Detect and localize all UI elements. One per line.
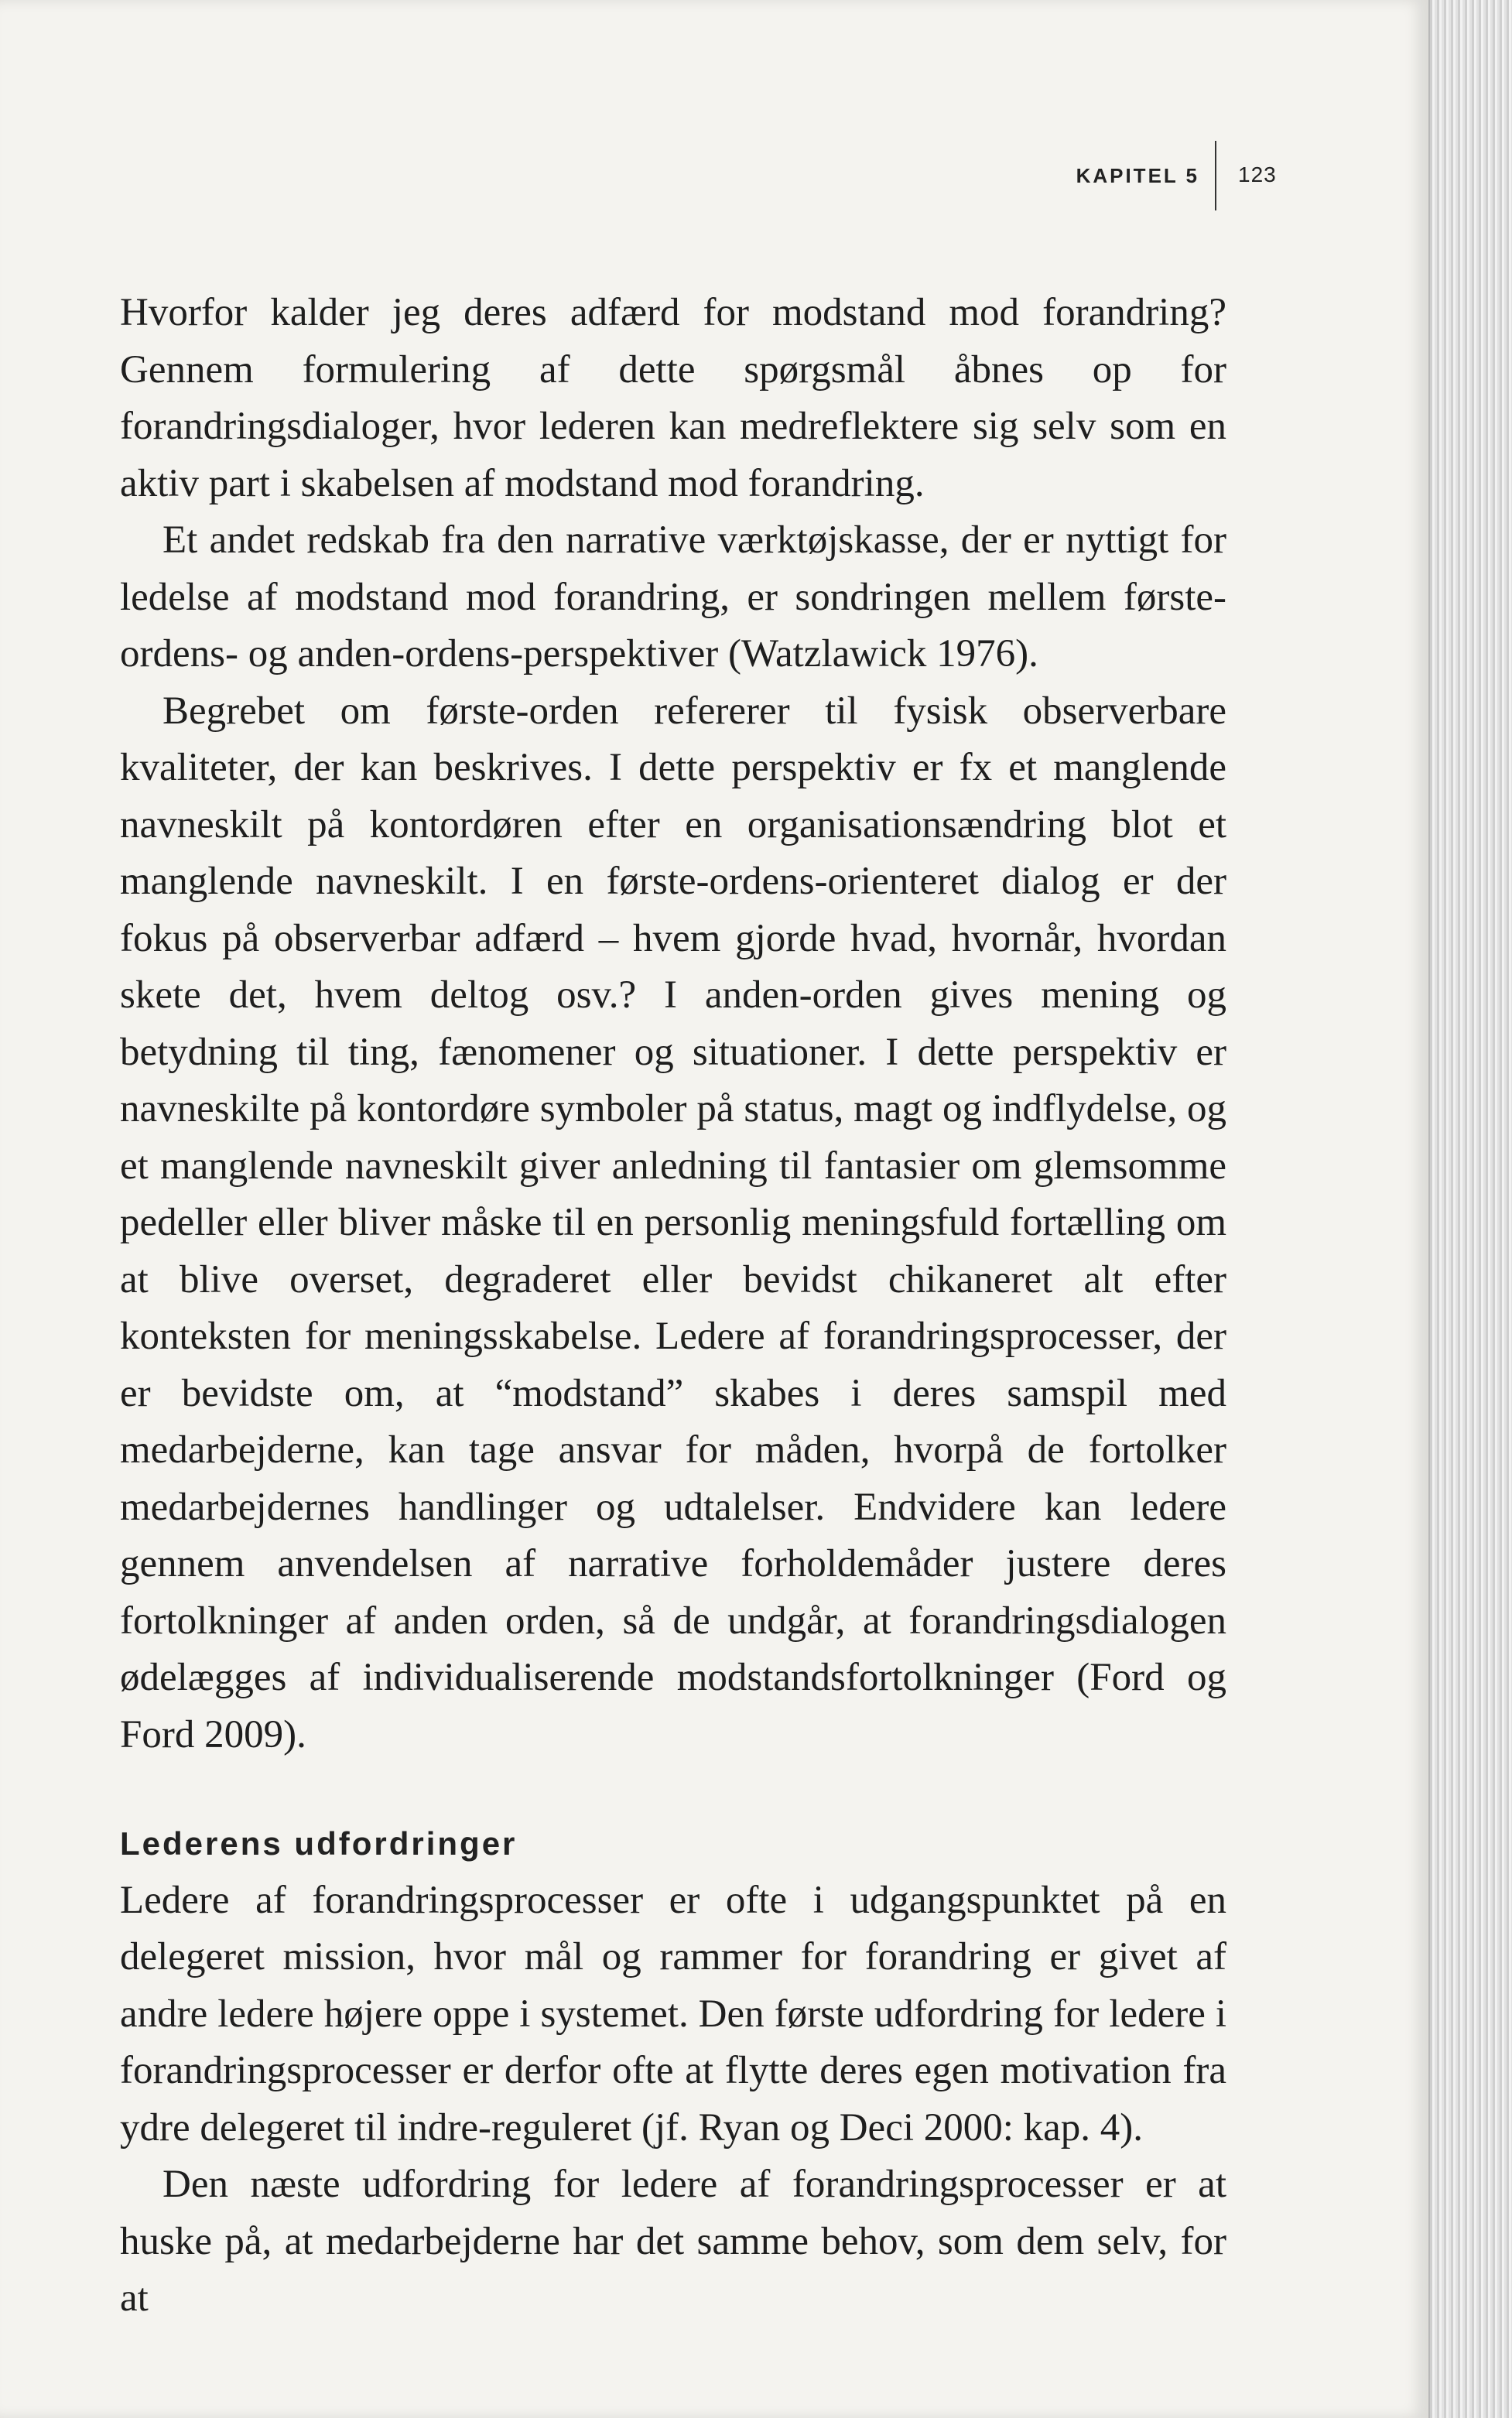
paragraph: Begrebet om første-orden refererer til fysisk observerbare kvaliteter, der kan beskrives. I dette perspektiv er fx et manglende navneskilt på kontordøren efter en organisationsændring blot et manglende navneskilt. I en første-ordens-orienteret dialog er der fokus på observerbar adfærd – hvem gjorde hvad, hvornår, hvordan skete det, hvem deltog osv.? I anden-orden gives mening og betydning til ting, fænomener og situationer. I dette perspektiv er navneskilte på kontordøre symboler på status, magt og indflydelse, og et manglende navneskilt giver anledning til fantasier om glemsomme pedeller eller bliver måske til en personlig meningsfuld fortælling om at blive overset, degraderet eller bevidst chikaneret alt efter konteksten for meningsskabelse. Ledere af forandringsprocesser, der er bevidste om, at “modstand” skabes i deres samspil med medarbejderne, kan tage ansvar for måden, hvorpå de fortolker medarbejdernes handlinger og udtalelser. Endvidere kan ledere gennem anvendelsen af narrative forholdemåder justere deres fortolkninger af anden orden, så de undgår, at forandringsdialogen ødelægges af individualiserende modstandsfortolkninger (Ford og Ford 2009). — [120, 689, 1226, 1756]
page-edges — [1428, 0, 1512, 2418]
paragraph: Et andet redskab fra den narrative værktøjskasse, der er nyttigt for ledelse af modstand mod forandring, er sondringen mellem første-ordens- og anden-ordens-perspektiver (Watzlawick 1976). — [120, 518, 1226, 675]
section-heading: Lederens udfordringer — [120, 1825, 518, 1862]
body-text — [120, 285, 1226, 2327]
paragraph: Ledere af forandringsprocesser er ofte i udgangspunktet på en delegeret mission, hvor mål og rammer for forandring er givet af andre ledere højere oppe i systemet. Den første udfordring for ledere i forandringsprocesser er derfor ofte at flytte deres egen motivation fra ydre delegeret til indre-reguleret (jf. Ryan og Deci 2000: kap. 4). — [120, 1878, 1226, 2150]
paragraph: Den næste udfordring for ledere af forandringsprocesser er at huske på, at medarbejderne har det samme behov, som dem selv, for at — [120, 2163, 1226, 2320]
chapter-label: KAPITEL 5 — [1076, 164, 1199, 187]
page-number: 123 — [1238, 162, 1277, 186]
header-divider — [1215, 141, 1216, 210]
paragraph: Hvorfor kalder jeg deres adfærd for modstand mod forandring? Gennem formulering af dette spørgsmål åbnes op for forandringsdialoger, hvor lederen kan medreflektere sig selv som en aktiv part i skabelsen af modstand mod forandring. — [120, 291, 1226, 505]
running-header — [1034, 141, 1289, 210]
